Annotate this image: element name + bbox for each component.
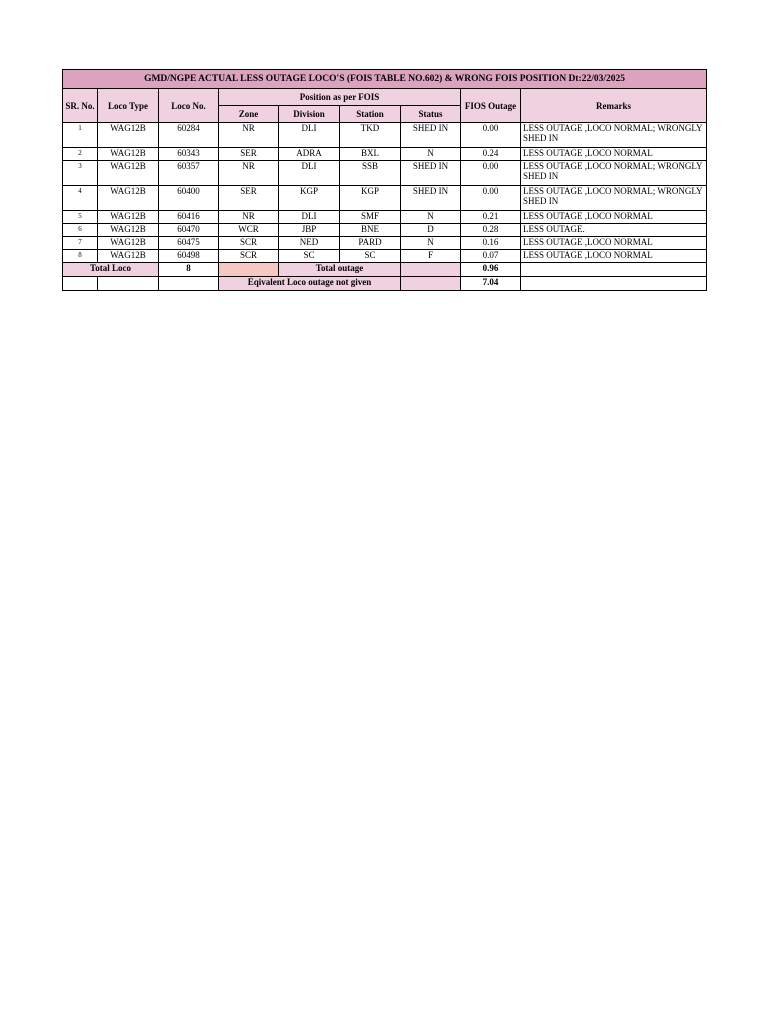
- cell-sr-no: 6: [63, 224, 98, 237]
- cell-status: SHED IN: [401, 161, 461, 186]
- outage-table: [62, 69, 707, 291]
- cell-loco-type: WAG12B: [98, 237, 159, 250]
- header-loco-no: Loco No.: [159, 89, 219, 123]
- cell-status: SHED IN: [401, 186, 461, 211]
- cell-sr-no: 8: [63, 250, 98, 263]
- cell-zone: SER: [219, 186, 279, 211]
- cell-loco-no: 60475: [159, 237, 219, 250]
- cell-zone: WCR: [219, 224, 279, 237]
- cell-fios-outage: 0.07: [461, 250, 521, 263]
- blank-cell: [159, 277, 219, 291]
- cell-fios-outage: 0.00: [461, 186, 521, 211]
- table-row: [63, 148, 707, 161]
- total-outage-label: Total outage: [279, 263, 401, 277]
- cell-remarks: LESS OUTAGE ,LOCO NORMAL: [521, 211, 707, 224]
- cell-station: PARD: [340, 237, 401, 250]
- cell-remarks: LESS OUTAGE ,LOCO NORMAL; WRONGLY SHED IN: [521, 161, 707, 186]
- cell-status: F: [401, 250, 461, 263]
- cell-division: KGP: [279, 186, 340, 211]
- cell-station: SMF: [340, 211, 401, 224]
- table-row: [63, 161, 707, 186]
- cell-station: BNE: [340, 224, 401, 237]
- cell-loco-no: 60416: [159, 211, 219, 224]
- cell-loco-type: WAG12B: [98, 148, 159, 161]
- header-division: Division: [279, 106, 340, 123]
- cell-loco-type: WAG12B: [98, 186, 159, 211]
- header-loco-type: Loco Type: [98, 89, 159, 123]
- cell-remarks: LESS OUTAGE ,LOCO NORMAL; WRONGLY SHED IN: [521, 186, 707, 211]
- cell-station: KGP: [340, 186, 401, 211]
- blank-cell: [401, 263, 461, 277]
- cell-division: DLI: [279, 123, 340, 148]
- cell-division: NED: [279, 237, 340, 250]
- cell-loco-no: 60357: [159, 161, 219, 186]
- cell-loco-type: WAG12B: [98, 250, 159, 263]
- header-remarks: Remarks: [521, 89, 707, 123]
- header-fios-outage: FIOS Outage: [461, 89, 521, 123]
- header-position-as-per-fois: Position as per FOIS: [219, 89, 461, 106]
- cell-status: D: [401, 224, 461, 237]
- cell-fios-outage: 0.00: [461, 161, 521, 186]
- header-status: Status: [401, 106, 461, 123]
- cell-division: SC: [279, 250, 340, 263]
- cell-station: SSB: [340, 161, 401, 186]
- cell-zone: NR: [219, 123, 279, 148]
- cell-status: SHED IN: [401, 123, 461, 148]
- cell-loco-type: WAG12B: [98, 211, 159, 224]
- cell-loco-no: 60498: [159, 250, 219, 263]
- cell-remarks: LESS OUTAGE ,LOCO NORMAL; WRONGLY SHED IN: [521, 123, 707, 148]
- report-title: GMD/NGPE ACTUAL LESS OUTAGE LOCO'S (FOIS TABLE NO.602) & WRONG FOIS POSITION Dt:22/03/2025: [63, 70, 707, 89]
- blank-cell: [219, 263, 279, 277]
- cell-fios-outage: 0.00: [461, 123, 521, 148]
- cell-zone: SER: [219, 148, 279, 161]
- cell-remarks: LESS OUTAGE ,LOCO NORMAL: [521, 237, 707, 250]
- cell-fios-outage: 0.21: [461, 211, 521, 224]
- cell-remarks: LESS OUTAGE ,LOCO NORMAL: [521, 148, 707, 161]
- cell-sr-no: 3: [63, 161, 98, 186]
- table-row: [63, 123, 707, 148]
- cell-sr-no: 2: [63, 148, 98, 161]
- cell-station: SC: [340, 250, 401, 263]
- equivalent-outage-value: 7.04: [461, 277, 521, 291]
- cell-division: JBP: [279, 224, 340, 237]
- cell-remarks: LESS OUTAGE ,LOCO NORMAL: [521, 250, 707, 263]
- blank-cell: [401, 277, 461, 291]
- header-sr-no: SR. No.: [63, 89, 98, 123]
- total-loco-label: Total Loco: [63, 263, 159, 277]
- cell-sr-no: 4: [63, 186, 98, 211]
- cell-loco-type: WAG12B: [98, 123, 159, 148]
- cell-zone: NR: [219, 161, 279, 186]
- table-row: [63, 250, 707, 263]
- cell-zone: NR: [219, 211, 279, 224]
- equivalent-row: [63, 277, 707, 291]
- cell-loco-type: WAG12B: [98, 224, 159, 237]
- cell-remarks: LESS OUTAGE.: [521, 224, 707, 237]
- table-row: [63, 224, 707, 237]
- total-outage-value: 0.96: [461, 263, 521, 277]
- cell-loco-type: WAG12B: [98, 161, 159, 186]
- cell-fios-outage: 0.28: [461, 224, 521, 237]
- outage-report-sheet: [62, 69, 706, 291]
- blank-cell: [521, 277, 707, 291]
- header-station: Station: [340, 106, 401, 123]
- table-row: [63, 237, 707, 250]
- blank-cell: [98, 277, 159, 291]
- cell-division: DLI: [279, 161, 340, 186]
- cell-status: N: [401, 148, 461, 161]
- total-loco-value: 8: [159, 263, 219, 277]
- header-zone: Zone: [219, 106, 279, 123]
- totals-row: [63, 263, 707, 277]
- cell-loco-no: 60470: [159, 224, 219, 237]
- cell-loco-no: 60400: [159, 186, 219, 211]
- cell-loco-no: 60343: [159, 148, 219, 161]
- table-row: [63, 186, 707, 211]
- cell-loco-no: 60284: [159, 123, 219, 148]
- cell-zone: SCR: [219, 237, 279, 250]
- cell-division: ADRA: [279, 148, 340, 161]
- cell-station: TKD: [340, 123, 401, 148]
- cell-sr-no: 1: [63, 123, 98, 148]
- cell-division: DLI: [279, 211, 340, 224]
- blank-cell: [63, 277, 98, 291]
- cell-status: N: [401, 237, 461, 250]
- cell-sr-no: 7: [63, 237, 98, 250]
- blank-cell: [521, 263, 707, 277]
- equivalent-outage-label: Eqivalent Loco outage not given: [219, 277, 401, 291]
- cell-status: N: [401, 211, 461, 224]
- cell-station: BXL: [340, 148, 401, 161]
- cell-sr-no: 5: [63, 211, 98, 224]
- table-row: [63, 211, 707, 224]
- cell-fios-outage: 0.16: [461, 237, 521, 250]
- cell-fios-outage: 0.24: [461, 148, 521, 161]
- cell-zone: SCR: [219, 250, 279, 263]
